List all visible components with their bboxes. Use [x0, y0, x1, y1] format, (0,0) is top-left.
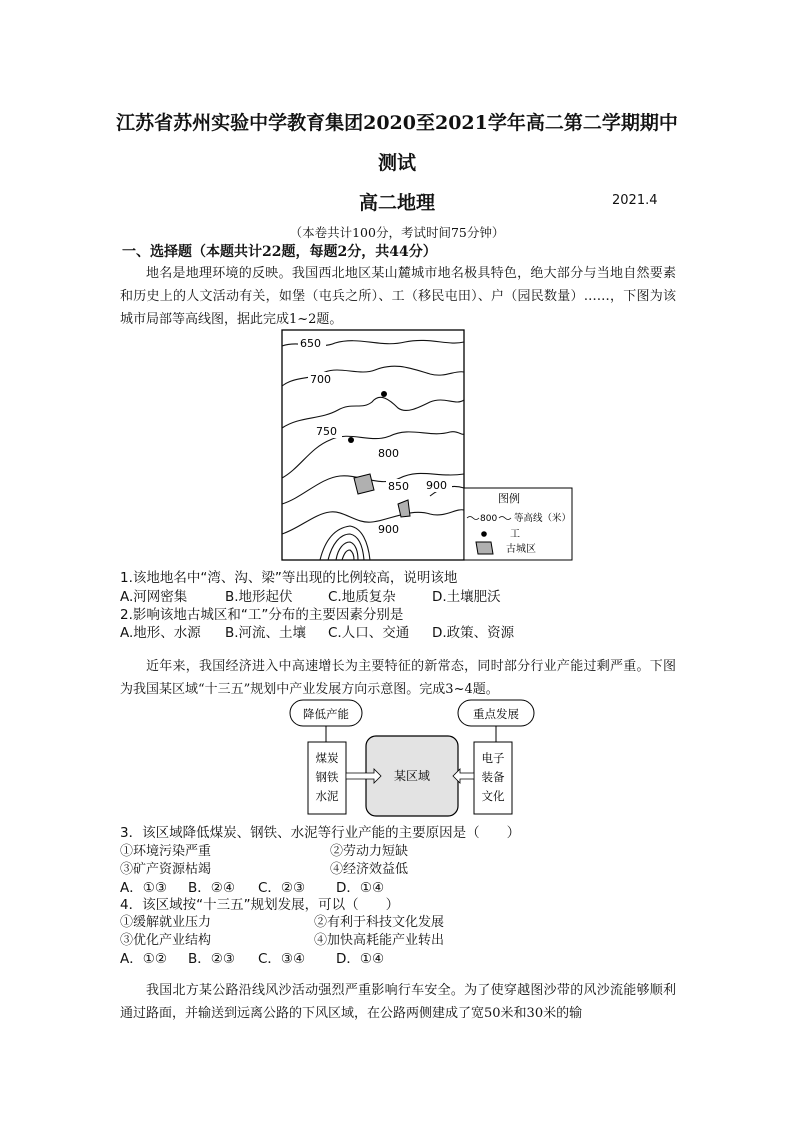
- contour-label-800-text: 800: [378, 447, 399, 460]
- q3-statement-3: ③矿产资源枯竭: [120, 862, 212, 877]
- contour-map: [280, 328, 580, 563]
- reduce-capacity-label: 降低产能: [303, 707, 349, 721]
- q4-option-b[interactable]: B．②③: [188, 951, 235, 967]
- exam-title-line2: 测试: [377, 152, 416, 174]
- q3-option-a[interactable]: A．①③: [120, 880, 167, 896]
- q2-option-d[interactable]: D.政策、资源: [432, 625, 515, 641]
- reduce-item-2: 钢铁: [315, 770, 339, 784]
- q3-stem: 3．该区域降低煤炭、钢铁、水泥等行业产能的主要原因是（ ）: [120, 825, 521, 841]
- q4-statement-2: ②有利于科技文化发展: [314, 915, 445, 930]
- q4-option-a[interactable]: A．①②: [120, 951, 167, 967]
- q4-option-d[interactable]: D．①④: [336, 951, 385, 967]
- q3-statement-4: ④经济效益低: [330, 862, 409, 877]
- q1-option-a[interactable]: A.河网密集: [120, 589, 188, 605]
- develop-item-2: 装备: [481, 770, 505, 784]
- map-legend: [464, 488, 572, 560]
- q3-option-d[interactable]: D．①④: [336, 880, 385, 896]
- q4-statement-1: ①缓解就业压力: [120, 915, 212, 930]
- q1-option-c[interactable]: C.地质复杂: [328, 589, 396, 605]
- q4-option-c[interactable]: C．③④: [258, 951, 306, 967]
- legend-oldcity-label: 古城区: [506, 544, 536, 555]
- section-heading: 一、选择题（本题共计22题，每题2分，共44分）: [122, 244, 437, 260]
- passage-1: 地名是地理环境的反映。我国西北地区某山麓城市地名极具特色，绝大部分与当地自然要素和历史上的人文活动有关，如堡（屯兵之所）、工（移民屯田）、户（园民数量）……，下图为该城市局部等高线图，据此完成1~2题。: [120, 266, 676, 327]
- legend-contour-label: 等高线（米）: [514, 513, 572, 524]
- contour-label-850-text: 850: [388, 480, 409, 493]
- q3-option-c[interactable]: C．②③: [258, 880, 306, 896]
- q2-option-b[interactable]: B.河流、土壤: [225, 625, 307, 641]
- q1-option-d[interactable]: D.土壤肥沃: [432, 589, 501, 605]
- q2-stem: 2.影响该地古城区和“工”分布的主要因素分别是: [120, 607, 404, 623]
- q2-option-a[interactable]: A.地形、水源: [120, 625, 201, 641]
- industry-diagram: [284, 698, 564, 820]
- develop-item-1: 电子: [481, 751, 505, 765]
- develop-item-3: 文化: [481, 789, 505, 803]
- contour-label-750-text: 750: [316, 425, 337, 438]
- legend-contour-sample: 800: [480, 514, 498, 524]
- region-label: 某区域: [393, 769, 431, 783]
- q1-option-b[interactable]: B.地形起伏: [225, 589, 293, 605]
- subject-title: 高二地理: [358, 192, 435, 214]
- q1-stem: 1.该地地名中“湾、沟、梁”等出现的比例较高，说明该地: [120, 570, 458, 586]
- contour-label-700-text: 700: [310, 373, 331, 386]
- q4-statement-4: ④加快高耗能产业转出: [314, 933, 445, 948]
- legend-gong-label: 工: [510, 529, 520, 540]
- passage-2: 近年来，我国经济进入中高速增长为主要特征的新常态，同时部分行业产能过剩严重。下图为我国某区域“十三五”规划中产业发展方向示意图。完成3~4题。: [120, 659, 676, 697]
- exam-date: 2021.4: [612, 193, 658, 208]
- q2-option-c[interactable]: C.人口、交通: [328, 625, 410, 641]
- contour-label-900b-text: 900: [378, 523, 399, 536]
- contour-label-650-text: 650: [300, 337, 321, 350]
- reduce-item-3: 水泥: [315, 789, 339, 803]
- q3-statement-2: ②劳动力短缺: [330, 844, 409, 859]
- passage-3: 我国北方某公路沿线风沙活动强烈严重影响行车安全。为了使穿越图沙带的风沙流能够顺利通过路面，并输送到远离公路的下风区域，在公路两侧建成了宽50米和30米的输: [120, 983, 676, 1021]
- arrow-left: [346, 769, 381, 783]
- contour-label-900a-text: 900: [426, 479, 447, 492]
- exam-title-line1: 江苏省苏州实验中学教育集团2020至2021学年高二第二学期期中: [116, 112, 678, 134]
- reduce-item-1: 煤炭: [315, 751, 339, 765]
- q3-option-b[interactable]: B．②④: [188, 880, 235, 896]
- legend-title: 图例: [498, 492, 520, 505]
- q4-stem: 4．该区域按“十三五”规划发展，可以（ ）: [120, 897, 400, 913]
- q4-statement-3: ③优化产业结构: [120, 933, 212, 948]
- q3-statement-1: ①环境污染严重: [120, 844, 212, 859]
- exam-info: （本卷共计100分，考试时间75分钟）: [289, 225, 505, 240]
- key-development-label: 重点发展: [473, 707, 519, 721]
